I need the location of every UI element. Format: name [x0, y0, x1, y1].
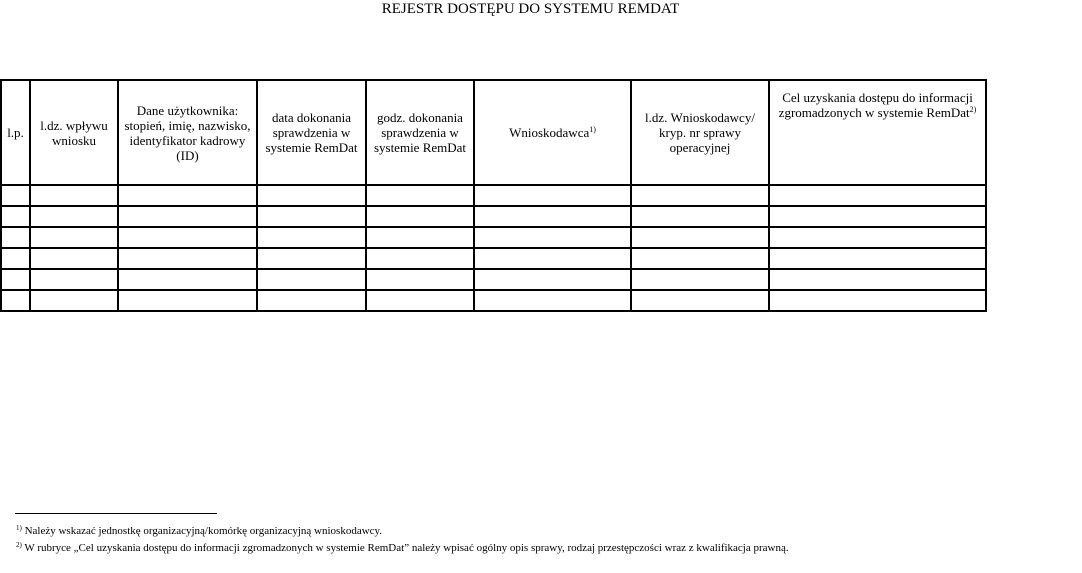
table-cell[interactable] — [366, 290, 474, 311]
table-cell[interactable] — [631, 227, 769, 248]
document-title: REJESTR DOSTĘPU DO SYSTEMU REMDAT — [381, 1, 680, 17]
table-cell[interactable] — [474, 206, 631, 227]
table-cell[interactable] — [30, 206, 118, 227]
table-cell[interactable] — [1, 290, 30, 311]
column-header-applicant-ref: l.dz. Wnioskodawcy/ kryp. nr sprawy operacyjnej — [631, 80, 769, 185]
column-header-check-time: godz. dokonania sprawdzenia w systemie RemDat — [366, 80, 474, 185]
table-cell[interactable] — [118, 185, 257, 206]
header-row — [1, 80, 986, 185]
table-cell[interactable] — [631, 248, 769, 269]
column-header-purpose: Cel uzyskania dostępu do informacji zgromadzonych w systemie RemDat$^{2)}$ — [769, 80, 986, 185]
table-cell[interactable] — [1, 248, 30, 269]
table-row — [1, 227, 986, 248]
table-cell[interactable] — [631, 185, 769, 206]
table-cell[interactable] — [118, 290, 257, 311]
table-cell[interactable] — [474, 290, 631, 311]
table-cell[interactable] — [366, 227, 474, 248]
column-header-lp: l.p. — [1, 80, 30, 185]
table-row — [1, 269, 986, 290]
table-row — [1, 185, 986, 206]
table-cell[interactable] — [257, 248, 366, 269]
table-cell[interactable] — [769, 269, 986, 290]
table-cell[interactable] — [366, 248, 474, 269]
footnote-separator — [15, 513, 217, 514]
table-cell[interactable] — [1, 206, 30, 227]
table-cell[interactable] — [474, 269, 631, 290]
table-cell[interactable] — [118, 248, 257, 269]
table-cell[interactable] — [257, 269, 366, 290]
table-cell[interactable] — [118, 206, 257, 227]
table-cell[interactable] — [1, 227, 30, 248]
table-cell[interactable] — [1, 269, 30, 290]
column-header-user-data: Dane użytkownika: stopień, imię, nazwisko, identyfikator kadrowy (ID) — [118, 80, 257, 185]
table-cell[interactable] — [366, 185, 474, 206]
column-header-check-date: data dokonania sprawdzenia w systemie RemDat — [257, 80, 366, 185]
table-cell[interactable] — [30, 269, 118, 290]
table-cell[interactable] — [257, 227, 366, 248]
column-header-incoming-ref: l.dz. wpływu wniosku — [30, 80, 118, 185]
footnotes — [16, 523, 789, 557]
table-cell[interactable] — [30, 227, 118, 248]
table-row — [1, 248, 986, 269]
table-cell[interactable] — [30, 248, 118, 269]
table-cell[interactable] — [366, 269, 474, 290]
table-cell[interactable] — [769, 227, 986, 248]
footnote-1: $^{1)}$ Należy wskazać jednostkę organizacyjną/komórkę organizacyjną wnioskodawcy. — [16, 524, 383, 537]
table-cell[interactable] — [366, 206, 474, 227]
table-row — [1, 206, 986, 227]
table-cell[interactable] — [30, 290, 118, 311]
table-cell[interactable] — [118, 269, 257, 290]
table-cell[interactable] — [30, 185, 118, 206]
table-row — [1, 290, 986, 311]
table-cell[interactable] — [769, 206, 986, 227]
table-cell[interactable] — [474, 248, 631, 269]
table-cell[interactable] — [769, 248, 986, 269]
table-cell[interactable] — [257, 185, 366, 206]
table-cell[interactable] — [631, 206, 769, 227]
table-cell[interactable] — [769, 185, 986, 206]
table-cell[interactable] — [118, 227, 257, 248]
access-registry-table — [0, 79, 987, 312]
footnote-2: $^{2)}$ W rubryce „Cel uzyskania dostępu do informacji zgromadzonych w systemie RemDat” należy wpisać ogólny opis sprawy, rodzaj przestępczości wraz z kwalifikacja prawną. — [16, 541, 789, 554]
table-cell[interactable] — [474, 227, 631, 248]
table-cell[interactable] — [1, 185, 30, 206]
table-cell[interactable] — [631, 290, 769, 311]
table-cell[interactable] — [257, 206, 366, 227]
table-cell[interactable] — [769, 290, 986, 311]
column-header-applicant: Wnioskodawca$^{1)}$ — [474, 80, 631, 185]
table-cell[interactable] — [631, 269, 769, 290]
table-cell[interactable] — [474, 185, 631, 206]
table-cell[interactable] — [257, 290, 366, 311]
